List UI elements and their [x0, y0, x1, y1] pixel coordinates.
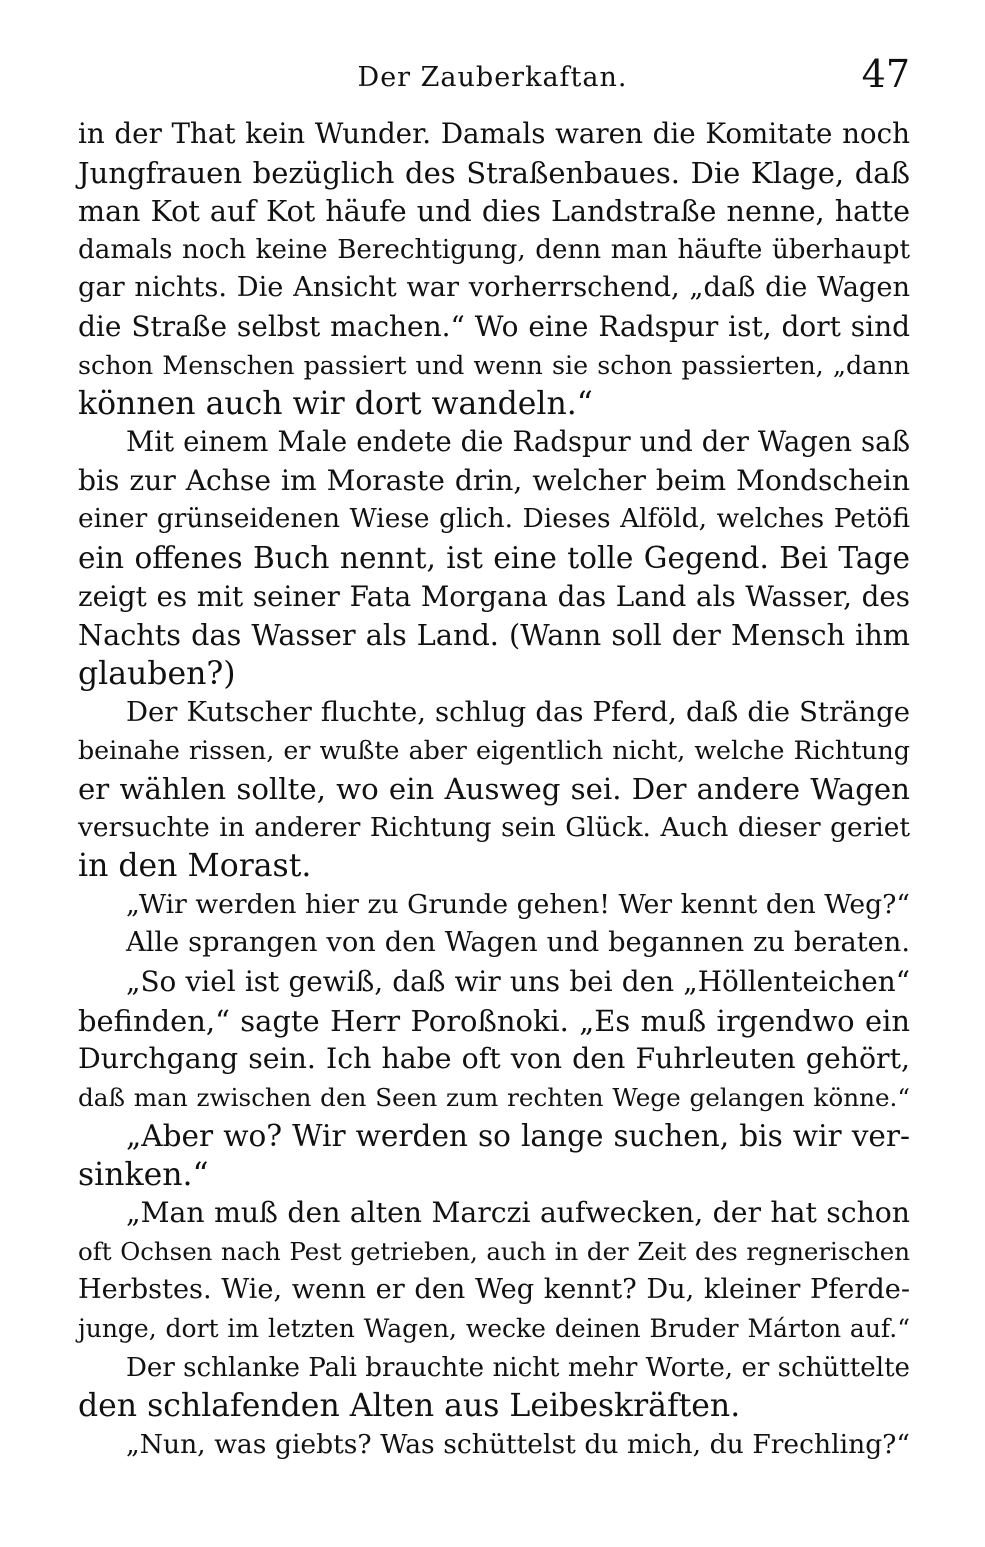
text-line: Durchgang sein. Ich habe oft von den Fuhrleuten gehört, [78, 1042, 910, 1076]
text-line: ein offenes Buch nennt, ist eine tolle Gegend. Bei Tage [78, 541, 910, 576]
text-line: man Kot auf Kot häufe und dies Landstraße nenne, hatte [78, 194, 910, 229]
text-line: Der Kutscher fluchte, schlug das Pferd, daß die Stränge [126, 696, 910, 729]
text-line: einer grünseidenen Wiese glich. Dieses Alföld, welches Petöfi [78, 504, 910, 535]
text-line: schon Menschen passiert und wenn sie schon passierten, „dann [78, 350, 910, 381]
text-line: in der That kein Wunder. Damals waren die Komitate noch [78, 117, 910, 150]
text-line: damals noch keine Berechtigung, denn man häufte überhaupt [78, 234, 910, 265]
text-line: Nachts das Wasser als Land. (Wann soll der Mensch ihm [78, 618, 910, 653]
text-line: bis zur Achse im Moraste drin, welcher beim Mondschein [78, 463, 910, 497]
text-line: sinken.“ [78, 1156, 209, 1193]
text-line: Jungfrauen bezüglich des Straßenbaues. Die Klage, daß [78, 155, 910, 190]
text-line: Alle sprangen von den Wagen und begannen zu beraten. [126, 927, 910, 959]
text-line: in den Morast. [78, 848, 312, 885]
body-text [78, 115, 910, 1464]
text-line: „Aber wo? Wir werden so lange suchen, bis wir ver- [126, 1119, 910, 1154]
text-line: können auch wir dort wandeln.“ [78, 385, 593, 422]
text-line: „Wir werden hier zu Grunde gehen! Wer kennt den Weg?“ [126, 888, 910, 920]
text-line: junge, dort im letzten Wagen, wecke deinen Bruder Márton auf.“ [78, 1313, 910, 1343]
running-title: Der Zauberkaftan. [357, 62, 628, 93]
text-line: er wählen sollte, wo ein Ausweg sei. Der andere Wagen [78, 772, 910, 807]
text-line: Mit einem Male endete die Radspur und der Wagen saß [126, 425, 910, 459]
page-number: 47 [861, 52, 910, 96]
text-line: beinahe rissen, er wußte aber eigentlich nicht, welche Richtung [78, 735, 910, 765]
text-line: Der schlanke Pali brauchte nicht mehr Worte, er schüttelte [126, 1352, 910, 1383]
text-line: die Straße selbst machen.“ Wo eine Radspur ist, dort sind [78, 309, 910, 343]
text-line: „Man muß den alten Marczi aufwecken, der hat schon [126, 1196, 910, 1230]
text-line: zeigt es mit seiner Fata Morgana das Land als Wasser, des [78, 579, 910, 613]
text-line: Herbstes. Wie, wenn er den Weg kennt? Du, kleiner Pferde- [78, 1274, 910, 1306]
text-line: gar nichts. Die Ansicht war vorherrschend, „daß die Wagen [78, 272, 910, 304]
text-line: den schlafenden Alten aus Leibeskräften. [78, 1388, 741, 1425]
text-line: „So viel ist gewiß, daß wir uns bei den „Höllenteichen“ [126, 965, 910, 999]
text-line: daß man zwischen den Seen zum rechten Wege gelangen könne.“ [78, 1082, 910, 1112]
text-line: „Nun, was giebts? Was schüttelst du mich, du Frechling?“ [126, 1428, 910, 1460]
text-line: oft Ochsen nach Pest getrieben, auch in der Zeit des regnerischen [78, 1236, 910, 1266]
text-line: glauben?) [78, 655, 236, 692]
text-line: versuchte in anderer Richtung sein Glück. Auch dieser geriet [78, 811, 910, 843]
text-line: befinden,“ sagte Herr Poroßnoki. „Es muß irgendwo ein [78, 1003, 910, 1038]
